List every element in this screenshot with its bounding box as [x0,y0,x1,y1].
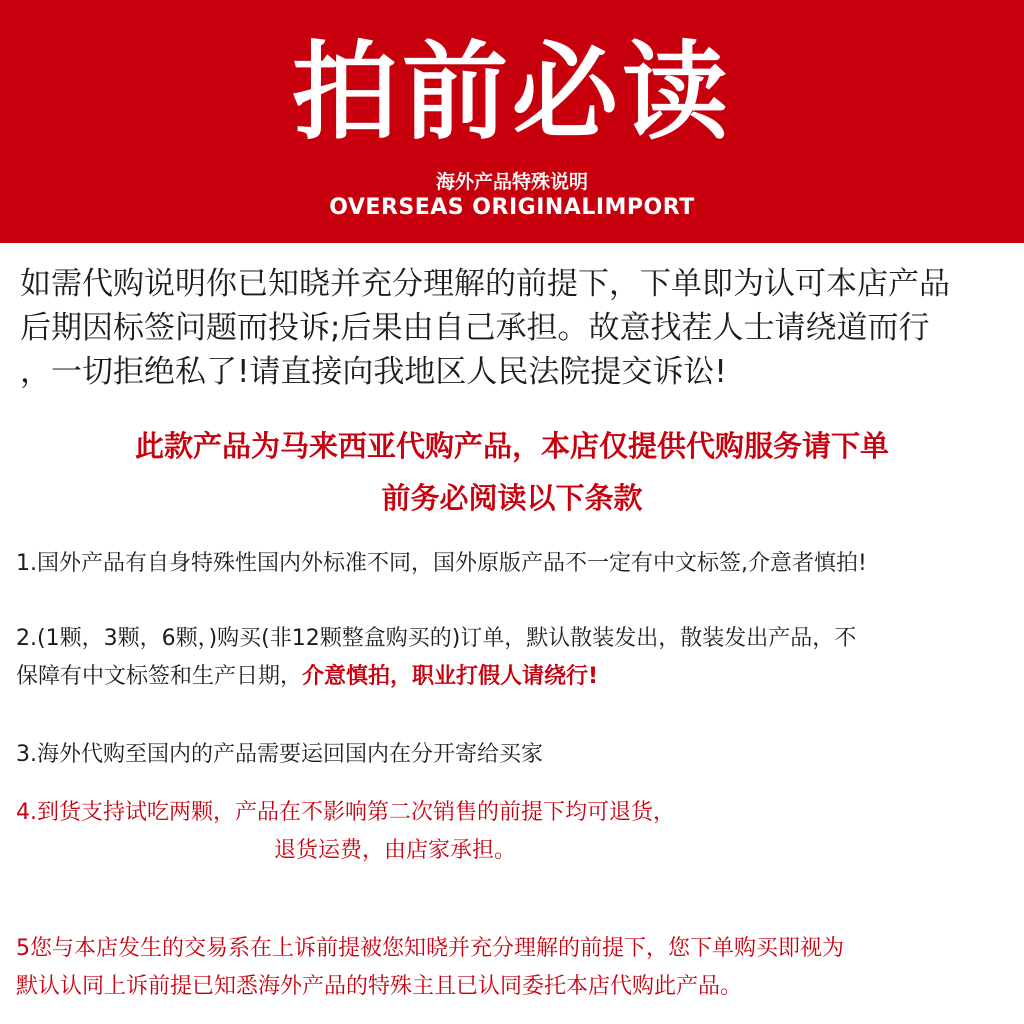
intro-line: 后期因标签问题而投诉;后果由自己承担。故意找茬人士请绕道而行 [20,310,930,346]
term-2 [16,620,1016,696]
term-5-line-2: 默认认同上诉前提已知悉海外产品的特殊主且已认同委托本店代购此产品。 [16,974,743,999]
term-3-text: 3.海外代购至国内的产品需要运回国内在分开寄给买家 [16,742,543,767]
term-4-line-1: 4.到货支持试吃两颗，产品在不影响第二次销售的前提下均可退货， [16,800,675,825]
banner-subtitle-english: OVERSEAS ORIGINALIMPORT [329,195,695,220]
term-5 [16,930,1016,1006]
header-banner [0,0,1024,243]
term-4 [16,794,1016,870]
term-2-line-2 [16,658,1016,696]
banner-subtitle-chinese: 海外产品特殊说明 [435,171,588,193]
term-1 [16,545,1016,583]
term-2-warning-text: 介意慎拍，职业打假人请绕行! [302,664,599,689]
notice-line: 前务必阅读以下条款 [381,481,643,515]
page-title: 拍前必读 [292,31,732,154]
term-2-plain-text: 保障有中文标签和生产日期， [16,664,303,689]
intro-paragraph [20,262,1010,394]
term-3 [16,736,1016,774]
intro-line: 如需代购说明你已知晓并充分理解的前提下，下单即为认可本店产品 [20,266,950,302]
notice-heading [0,420,1024,524]
term-2-line-1: 2.(1颗，3颗，6颗，)购买(非12颗整盒购买的)订单，默认散装发出，散装发出产品，不 [16,626,857,651]
term-5-line-1: 5您与本店发生的交易系在上诉前提被您知晓并充分理解的前提下，您下单购买即视为 [16,936,844,961]
intro-line: ，一切拒绝私了!请直接向我地区人民法院提交诉讼! [20,354,727,390]
notice-line: 此款产品为马来西亚代购产品，本店仅提供代购服务请下单 [134,429,889,463]
term-4-line-2: 退货运费，由店家承担。 [274,838,517,863]
term-1-text: 1.国外产品有自身特殊性国内外标准不同，国外原版产品不一定有中文标签,介意者慎拍! [16,551,867,576]
